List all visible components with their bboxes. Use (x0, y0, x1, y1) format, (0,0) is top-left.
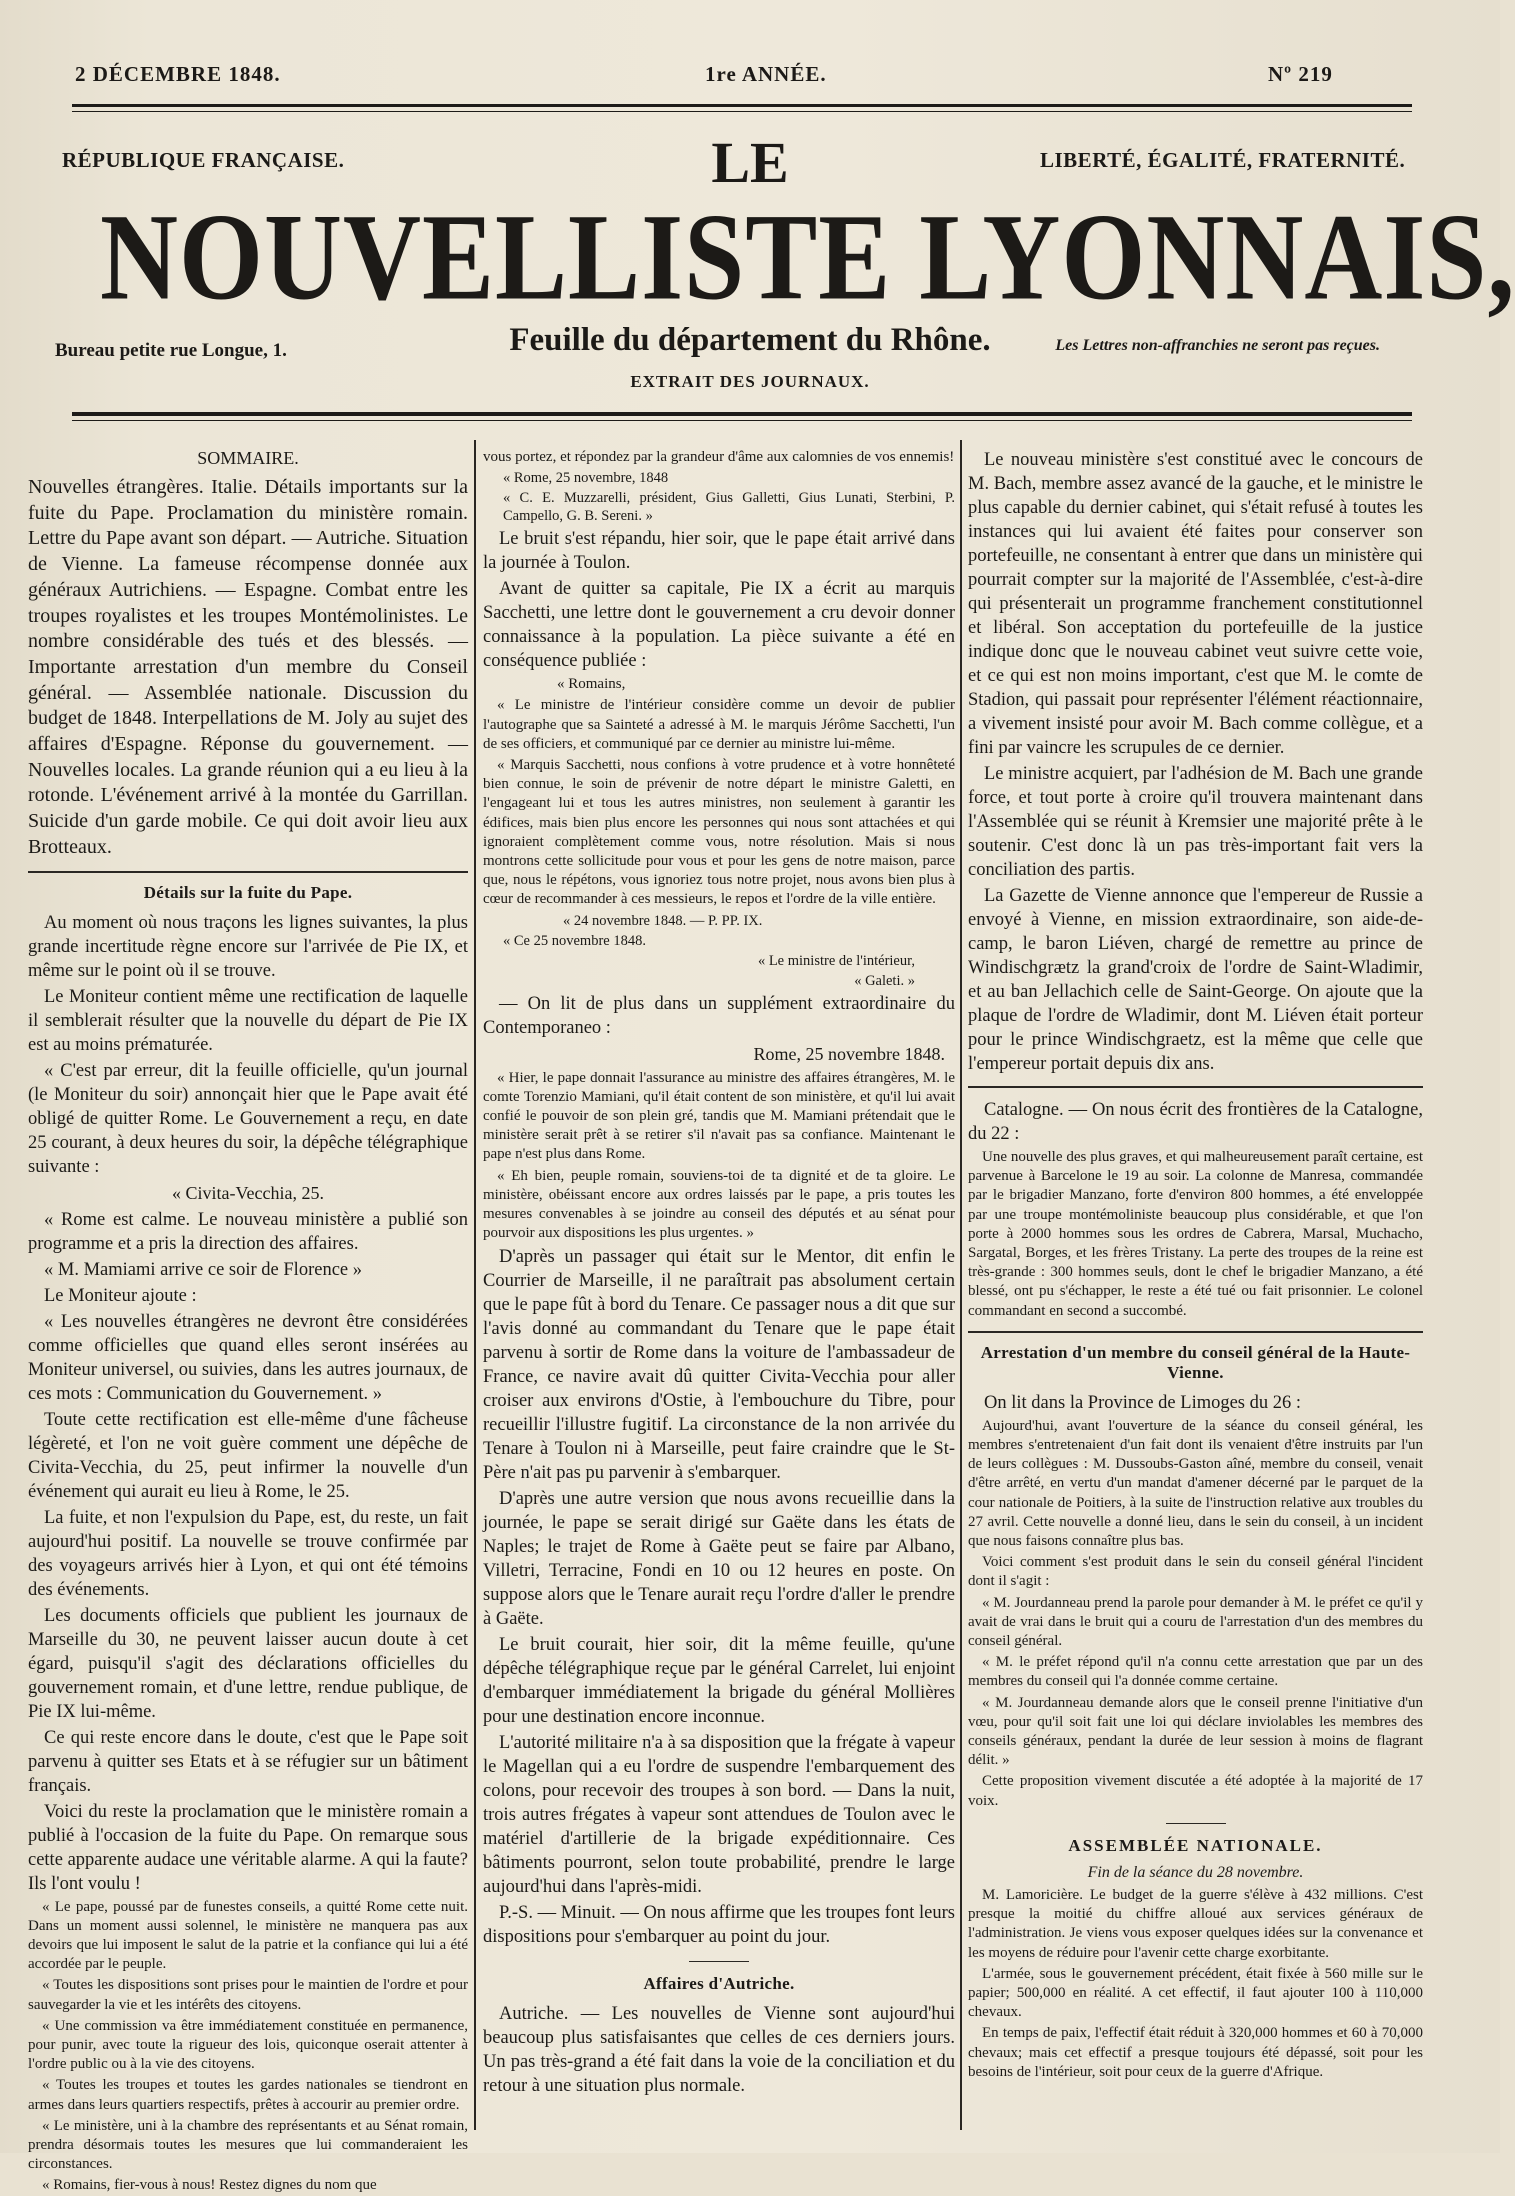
article-paragraph: Le Moniteur ajoute : (44, 1285, 197, 1306)
article-paragraph: Avant de quitter sa capitale, Pie IX a écrit au marquis Sacchetti, une lettre dont le gouvernement a cru devoir donner connaissance à la population. La pièce suivante a été en conséquence publiée : (483, 579, 955, 672)
masthead-rule (72, 412, 1412, 416)
signature-line: « Galeti. » (854, 972, 915, 989)
issue-number: Nº 219 (1268, 62, 1333, 86)
article-paragraph: La fuite, et non l'expulsion du Pape, est, du reste, un fait aujourd'hui positif. La nouvelle se trouve confirmée par des voyageurs arrivés hier à Lyon, et qui ont été témoins des événements. (28, 1507, 468, 1600)
article-paragraph: Ce qui reste encore dans le doute, c'est que le Pape soit parvenu à quitter ses Etats et à se réfugier sur un bâtiment français. (28, 1727, 468, 1796)
column-3 (968, 448, 1423, 2148)
sommaire-text: Nouvelles étrangères. Italie. Détails importants sur la fuite du Pape. Proclamation du ministère romain. Lettre du Pape avant son départ. — Autriche. Situation de Vienne. La fameuse récompense donnée aux généraux Autrichiens. — Espagne. Combat entre les troupes royalistes et les troupes Montémolinistes. Le nombre considérable des tués et des blessés. — Importante arrestation d'un membre du Conseil général. — Assemblée nationale. Discussion du budget de 1848. Interpellations de M. Joly au sujet des affaires d'Espagne. Réponse du gouvernement. — Nouvelles locales. La grande réunion qui a eu lieu à la rotonde. L'événement arrivé à la montée du Garrillan. Suicide d'un garde mobile. Ce qui doit avoir lieu aux Brotteaux. (28, 476, 468, 858)
republique-label: RÉPUBLIQUE FRANÇAISE. (62, 148, 345, 172)
proclamation-paragraph: « Le ministre de l'intérieur considère comme un devoir de publier l'autographe que sa Sainteté a adressé à M. le marquis Jérôme Sacchetti, l'un de ses officiers, et communiqué par ce dernier au ministre lui-même. (483, 697, 955, 752)
report-paragraph: En temps de paix, l'effectif était réduit à 320,000 hommes et 60 à 70,000 chevaux; mais cet effectif a presque toujours été dépassé, soit pour les besoins de l'intérieur, soit pour ceux de la guerre d'Afrique. (968, 2025, 1423, 2080)
report-paragraph: « M. Jourdanneau prend la parole pour demander à M. le préfet ce qu'il y avait de vrai dans le bruit qui a couru de l'arrestation d'un des membres du conseil général. (968, 1594, 1423, 1650)
article-paragraph: Voici du reste la proclamation que le ministère romain a publié à l'occasion de la fuite du Pape. On remarque sous cette apparente audace une véritable alarme. A qui la faute? Ils l'ont voulu ! (28, 1801, 468, 1894)
article-paragraph: Toute cette rectification est elle-même d'une fâcheuse légèreté, et l'on ne voit guère comment une dépêche de Civita-Vecchia, du 25, peut infirmer la nouvelle d'un événement qui aurait eu lieu à Rome, le 25. (28, 1409, 468, 1502)
proclamation-paragraph: « Le pape, poussé par de funestes conseils, a quitté Rome cette nuit. Dans un moment aussi solennel, le ministère ne manquera pas aux devoirs que lui imposent le salut de la patrie et la confiance qui lui a été accordée par le peuple. (28, 1898, 468, 1973)
article-paragraph: Autriche. — Les nouvelles de Vienne sont aujourd'hui beaucoup plus satisfaisantes que celles de ces derniers jours. Un pas très-grand a été fait dans la voie de la conciliation et du retour à une situation plus normale. (483, 2004, 955, 2097)
article-paragraph: Catalogne. — On nous écrit des frontières de la Catalogne, du 22 : (968, 1100, 1423, 1144)
masthead-rule-thin (72, 420, 1412, 421)
masthead-subtitle: Feuille du département du Rhône. (509, 322, 991, 358)
article-paragraph: D'après un passager qui était sur le Mentor, dit enfin le Courrier de Marseille, il ne paraîtrait pas absolument certain que le pape fût à bord du Tenare. Ce passager nous a dit que sur l'avis donné au commandant du Tenare que le pape était parvenu à sortir de Rome dans la voiture de l'ambassadeur de France, ce navire avait dû quitter Civita-Vecchia pour aller croiser aux environs d'Ostie, à l'embouchure du Tibre, pour recueillir l'illustre fugitif. La circonstance de la non arrivée du Tenare à Toulon ni à Marseille, peut faire craindre que le St-Père n'ait pas pu parvenir à s'embarquer. (483, 1247, 955, 1484)
proclamation-paragraph: « Romains, (557, 676, 626, 693)
proclamation-paragraph: « Eh bien, peuple romain, souviens-toi de ta dignité et de ta gloire. Le ministère, obéissant encore aux ordres laissés par le pape, a pris toutes les mesures convenables à se joindre au conseil des députés et au sénat pour pourvoir aux dispositions les plus urgentes. » (483, 1167, 955, 1242)
proclamation-paragraph: « Romains, fier-vous à nous! Restez dignes du nom que (42, 2177, 377, 2194)
top-rule (72, 104, 1412, 107)
article-paragraph: Le nouveau ministère s'est constitué avec le concours de M. Bach, membre assez avancé de la gauche, et le ministre le plus capable du dernier cabinet, qui s'était refusé à toutes les instances qui lui avaient été faites pour conserver son portefeuille, ne consentant à entrer que dans un ministère qui pourrait compter sur la majorité de l'Assemblée, c'est-à-dire qui présenterait un programme franchement constitutionnel et libéral. Son acceptation du portefeuille de la justice indique donc que le nouveau cabinet veut suivre cette voie, et ce qui est non moins important, c'est que M. le comte de Stadion, qui passait pour représenter l'élément réactionnaire, a vivement insisté pour avoir M. Bach comme collègue, et a fini par vaincre les scrupules de ce dernier. (968, 450, 1423, 758)
dateline: Rome, 25 novembre 1848. (753, 1043, 945, 1064)
seance-line: Fin de la séance du 28 novembre. (1087, 1863, 1304, 1881)
article-paragraph: « C'est par erreur, dit la feuille officielle, qu'un journal (le Moniteur du soir) annonçait hier que le Pape avait été obligé de quitter Rome. Le Gouvernement a reçu, en date 25 courant, à deux heures du soir, la dépêche télégraphique suivante : (28, 1060, 468, 1177)
issue-date: 2 DÉCEMBRE 1848. (75, 62, 281, 86)
proclamation-paragraph: vous portez, et répondez par la grandeur d'âme aux calomnies de vos ennemis! (483, 449, 955, 465)
signature-line: « Le ministre de l'intérieur, (757, 952, 915, 969)
masthead-title: NOUVELLISTE LYONNAIS, (100, 189, 1515, 326)
article-paragraph: Le bruit courait, hier soir, dit la même feuille, qu'une dépêche télégraphique reçue par le général Carrelet, lui enjoint d'embarquer immédiatement la brigade du général Mollières pour une destination encore inconnue. (483, 1635, 955, 1728)
proclamation-paragraph: « Le ministère, uni à la chambre des représentants et au Sénat romain, prendra désormais toutes les mesures que lui commanderaient les circonstances. (28, 2117, 468, 2173)
signature-line: « Rome, 25 novembre, 1848 (503, 470, 669, 487)
signature-line: « 24 novembre 1848. — P. PP. IX. (563, 912, 763, 929)
proclamation-paragraph: « Hier, le pape donnait l'assurance au ministre des affaires étrangères, M. le comte Torenzio Mamiani, qu'il était content de son ministère, et qu'il lui avait confié le pouvoir de son plein gré, tandis que M. Mamiani prétendait que le ministère serait prêt à se retirer s'il n'avait pas sa confiance. Maintenant le pape n'est plus dans Rome. (483, 1069, 955, 1163)
report-paragraph: Voici comment s'est produit dans le sein du conseil général l'incident dont il s'agit : (968, 1554, 1423, 1590)
top-rule-thin (72, 111, 1412, 112)
article-paragraph: — On lit de plus dans un supplément extraordinaire du Contemporaneo : (483, 993, 955, 1038)
proclamation-paragraph: « Toutes les dispositions sont prises pour le maintien de l'ordre et pour sauvegarder la vie et les intérêts des citoyens. (28, 1977, 468, 2013)
assemblee-heading: ASSEMBLÉE NATIONALE. (1068, 1835, 1323, 1855)
bureau-address: Bureau petite rue Longue, 1. (55, 340, 287, 361)
report-paragraph: Cette proposition vivement discutée a été adoptée à la majorité de 17 voix. (968, 1773, 1423, 1809)
dateline: « Civita-Vecchia, 25. (172, 1182, 324, 1203)
article-paragraph: Le Moniteur contient même une rectification de laquelle il semblerait résulter que la nouvelle du départ de Pie IX est au moins prématurée. (28, 986, 468, 1055)
sommaire-title: SOMMAIRE. (197, 448, 299, 468)
column-rule-1 (474, 440, 476, 2130)
report-paragraph: « M. le préfet répond qu'il n'a connu cette arrestation que par un des membres du conseil qui l'a donnée comme certaine. (968, 1654, 1423, 1690)
lettres-notice: Les Lettres non-affranchies ne seront pas reçues. (1055, 337, 1380, 354)
article-paragraph: Le ministre acquiert, par l'adhésion de M. Bach une grande force, et tout porte à croire qu'il trouvera maintenant dans l'Assemblée qui se réunit à Kremsier une majorité prête à le soutenir. C'est donc là un pas très-important fait vers la conciliation des partis. (968, 764, 1423, 880)
article-paragraph: L'autorité militaire n'a à sa disposition que la frégate à vapeur le Magellan qui a eu l'ordre de suspendre l'embarquement des colons, pour recevoir des troupes à son bord. — Dans la nuit, trois autres frégates à vapeur sont attendues de Toulon avec le matériel d'artillerie de la brigade expéditionnaire. Ces bâtiments pourront, selon toute probabilité, prendre le large aujourd'hui dans l'après-midi. (483, 1733, 955, 1898)
article-paragraph: Au moment où nous traçons les lignes suivantes, la plus grande incertitude règne encore sur l'arrivée de Pie IX, et même sur le point où il se trouve. (28, 912, 468, 981)
report-paragraph: « M. Jourdanneau demande alors que le conseil prenne l'initiative d'un vœu, pour qu'il soit fait une loi qui déclare inviolables les membres des conseils généraux, pendant la durée de leur session à moins de flagrant délit. » (968, 1694, 1423, 1769)
section-divider (28, 871, 468, 873)
fuite-pape-heading: Détails sur la fuite du Pape. (143, 882, 353, 902)
report-paragraph: Aujourd'hui, avant l'ouverture de la séance du conseil général, les membres s'entretenaient d'un fait dont ils venaient d'être instruits par l'un de leurs collègues : M. Dussoubs-Gaston aîné, membre du conseil, venait d'être arrêté, en vertu d'un mandat d'amener décerné par le parquet de la cour nationale de Poitiers, à la suite de l'instruction relative aux troubles du 27 avril. Cette nouvelle a donné lieu, dans le sein du conseil, à un incident que nous faisons connaître plus bas. (968, 1417, 1423, 1550)
article-paragraph: P.-S. — Minuit. — On nous affirme que les troupes font leurs dispositions pour s'embarquer au point du jour. (483, 1903, 955, 1948)
signature-line: « C. E. Muzzarelli, président, Gius Galletti, Gius Lunati, Sterbini, P. Campello, G. B. Sereni. » (503, 490, 955, 525)
report-paragraph: M. Lamoricière. Le budget de la guerre s'élève à 432 millions. C'est presque la moitié du chiffre alloué aux services généraux de l'administration. Je viens vous exposer quelques idées sur la convenance et les moyens de réduire pour l'avenir cette charge exorbitante. (968, 1886, 1423, 1961)
article-paragraph: Le bruit s'est répandu, hier soir, que le pape était arrivé dans la journée à Toulon. (483, 529, 955, 574)
arrestation-heading: Arrestation d'un membre du conseil général de la Haute-Vienne. (980, 1342, 1411, 1382)
article-paragraph: La Gazette de Vienne annonce que l'empereur de Russie a envoyé à Vienne, en mission extraordinaire, son aide-de-camp, le baron Liéven, chargé de remettre au prince de Windischgrætz la grand'croix de l'ordre de Saint-Wladimir, et au ban Jellachich celle de Saint-George. On ajoute que la plaque de l'ordre de Wladimir, dont M. Liéven était porteur pour le prince Windischgraetz, est la même que celle que l'empereur portait depuis dix ans. (968, 886, 1423, 1074)
section-divider (968, 1086, 1423, 1088)
issue-year: 1re ANNÉE. (705, 62, 827, 86)
column-2 (483, 448, 955, 2148)
article-paragraph: « Les nouvelles étrangères ne devront être considérées comme officielles que quand elles seront insérées au Moniteur universel, ou suivies, dans les autres journaux, de ces mots : Communication du Gouvernement. » (28, 1311, 468, 1404)
extrait-label: EXTRAIT DES JOURNAUX. (630, 372, 870, 391)
article-paragraph: « M. Mamiami arrive ce soir de Florence » (44, 1259, 362, 1280)
report-paragraph: L'armée, sous le gouvernement précédent, était fixée à 560 mille sur le papier; 500,000 en réalité. A cet effectif, il faut ajouter 100 à 110,000 chevaux. (968, 1965, 1423, 2021)
proclamation-paragraph: « Toutes les troupes et toutes les gardes nationales se tiendront en armes dans leurs quartiers respectifs, prêtes à accourir au premier ordre. (28, 2077, 468, 2113)
devise-label: LIBERTÉ, ÉGALITÉ, FRATERNITÉ. (1040, 148, 1406, 172)
article-paragraph: D'après une autre version que nous avons recueillie dans la journée, le pape se serait dirigé sur Gaëte dans les états de Naples; le trajet de Rome à Gaëte peut se faire par Albano, Villetri, Terracine, Fondi en 10 ou 12 heures en poste. On suppose alors que le Tenare aurait reçu l'ordre d'aller le prendre à Gaëte. (483, 1489, 955, 1630)
article-paragraph: « Rome est calme. Le nouveau ministère a publié son programme et a pris la direction des affaires. (28, 1209, 468, 1254)
section-divider (968, 1331, 1423, 1333)
column-1 (28, 448, 468, 2194)
article-paragraph: On lit dans la Province de Limoges du 26 : (984, 1392, 1302, 1413)
report-paragraph: Une nouvelle des plus graves, et qui malheureusement paraît certaine, est parvenue à Barcelone le 19 au soir. La colonne de Manresa, commandée par le brigadier Manzano, forte d'environ 800 hommes, a été enveloppée par une troupe montémoliniste beaucoup plus considérable, et que l'on porte à 2000 hommes sous les ordres de Cabrera, Marsal, Muchacho, Sargatal, Borges, et les frères Tristany. La perte des troupes de la reine est très-grande : 300 hommes seuls, dont le chef le brigadier Manzano, a été blessé, ont pu s'échapper, le reste a été tué ou fait prisonnier. Le colonel commandant en second a succombé. (968, 1149, 1423, 1319)
masthead-le: LE (711, 130, 789, 195)
section-divider (689, 1961, 749, 1962)
autriche-heading: Affaires d'Autriche. (643, 1974, 795, 1994)
proclamation-paragraph: « Marquis Sacchetti, nous confions à votre prudence et à votre honnêteté bien connue, le soin de prévenir de notre départ le ministre Galetti, en l'engageant lui et tous les autres ministres, non seulement à garantir les édifices, mais bien plus encore les personnes qui nous sont attachées et qui ignoraient complètement comme vous, notre résolution. Mais si nous montrons cette sollicitude pour vous et pour les gens de notre maison, parce que, nous le répétons, vous ignoriez tous notre projet, nous avons bien plus à cœur de recommander à ces messieurs, le repos et l'ordre de la ville entière. (483, 757, 955, 908)
article-paragraph: Les documents officiels que publient les journaux de Marseille du 30, ne peuvent laisser aucun doute à cet égard, puisqu'il s'agit des déclarations officielles du gouvernement romain, et d'une lettre, rendue publique, de Pie IX lui-même. (28, 1605, 468, 1722)
proclamation-paragraph: « Une commission va être immédiatement constituée en permanence, pour punir, avec toute la rigueur des lois, quiconque oserait attenter à l'ordre public ou à la vie des citoyens. (28, 2017, 468, 2073)
signature-line: « Ce 25 novembre 1848. (503, 932, 646, 949)
section-divider (1166, 1823, 1226, 1824)
column-rule-2 (960, 440, 962, 2130)
